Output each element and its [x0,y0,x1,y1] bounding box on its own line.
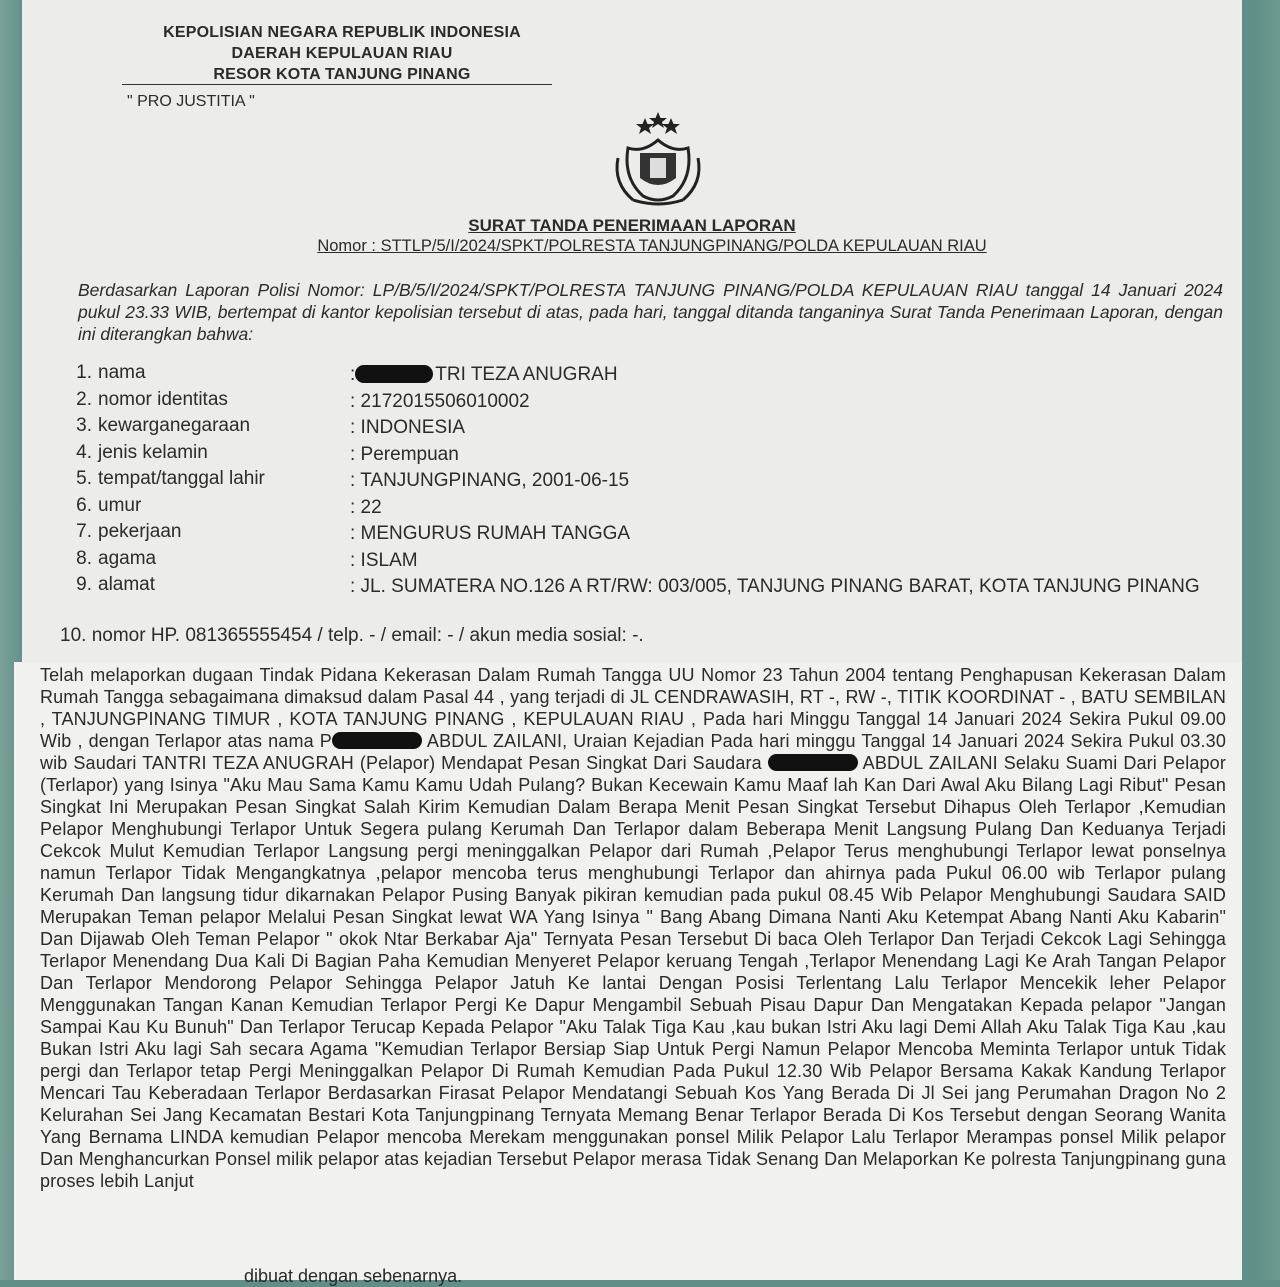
field-row [62,442,1222,469]
incident-text-part-1: Telah melaporkan dugaan Tindak Pidana Kekerasan Dalam Rumah Tangga UU Nomor 23 Tahun 2004 tentang Penghapusan Kekerasan Dalam Rumah Tangga sebagaimana dimaksud dalam Pasal 44 , yang terjadi di JL CENDRAWASIH, RT -, RW -, TITIK KOORDINAT - , BATU SEMBILAN , TANJUNGPINANG TIMUR , KOTA TANJUNG PINANG , KEPULAUAN RIAU , Pada hari Minggu Tanggal 14 Januari 2024 Sekira Pukul 09.00 Wib , dengan Terlapor atas nama P [40,665,1226,751]
document-page-bottom [14,662,1242,1286]
field-row [62,389,1222,416]
letterhead [127,22,557,85]
letterhead-line-3: RESOR KOTA TANJUNG PINANG [213,66,471,83]
document-number: Nomor : STTLP/5/I/2024/SPKT/POLRESTA TANJUNGPINANG/POLDA KEPULAUAN RIAU [317,237,987,255]
field-number: 2. [76,388,92,410]
field-value: : 2172015506010002 [350,390,530,412]
field-label: tempat/tanggal lahir [98,468,265,489]
field-label: kewarganegaraan [98,415,251,436]
incident-text-part-3: ABDUL ZAILANI Selaku Suami Dari Pelapor (Terlapor) yang Isinya "Aku Mau Sama Kamu Kamu Udah Pulang? Bukan Kecewain Kamu Maaf lah Kan Dari Awal Aku Bilang Lagi Ribut" Pesan Singkat Ini Merupakan Pesan Singkat Salah Kirim Kemudian Dalam Berapa Menit Pesan Singkat Tersebut Dihapus Oleh Terlapor ,Kemudian Pelapor Menghubungi Terlapor Untuk Segera pulang Kerumah Dan Terlapor dalam Beberapa Menit Langsung Pulang Dan Keduanya Terjadi Cekcok Mulut Kemudian Terlapor Langsung pergi meninggalkan Pelapor dari Rumah ,Pelapor Terus menghubungi Terlapor lewat ponselnya namun Terlapor Tidak Mengangkatnya ,pelapor mencoba terus menghubungi Terlapor dan ahirnya pada Pukul 06.00 wib Terlapor pulang Kerumah Dan langsung tidur dikarnakan Pelapor Pusing Banyak pikiran kemudian pada pukul 08.45 Wib Pelapor Menghubungi Saudara SAID Merupakan Teman pelapor Melalui Pesan Singkat lewat WA Yang Isinya " Bang Abang Dimana Nanti Aku Ketempat Abang Nanti Aku Kabarin" Dan Dijawab Oleh Teman Pelapor " okok Ntar Berkabar Aja" Ternyata Pesan Tersebut Di baca Oleh Terlapor Dan Terjadi Cekcok Lagi Sehingga Terlapor Menendang Dua Kali Di Bagian Paha Kemudian Menyeret Pelapor keruang Tengah ,Terlapor Menendang Lagi Ke Arah Tangan Pelapor Dan Terlapor Mendorong Pelapor Sehingga Pelapor Jatuh Ke lantai Dengan Posisi Terlentang Lalu Terlapor Mencekik leher Pelapor Menggunakan Tangan Kanan Kemudian Terlapor Pergi Ke Dapur Mengambil Sebuah Pisau Dapur Dan Mengatakan Kepada pelapor "Jangan Sampai Kau Ku Bunuh" Dan Terlapor Terucap Kepada Pelapor "Aku Talak Tiga Kau ,kau bukan Istri Aku lagi Demi Allah Aku Talak Tiga Kau ,kau Bukan Istri Aku lagi Sah secara Agama "Kemudian Terlapor Bersiap Siap Untuk Pergi Namun Pelapor Mencoba Meminta Terlapor untuk Tidak pergi dan Terlapor tetap Pergi Meninggalkan Pelapor Di Rumah Kemudian Pada Pukul 12.30 Wib Pelapor Bersama Kakak Kandung Terlapor Mencari Tau Keberadaan Terlapor Berdasarkan Firasat Pelapor Mendatangi Sebuah Kos Yang Berada Di Jl Sei jang Perumahan Dragon No 2 Kelurahan Sei Jang Kecamatan Bestari Kota Tanjungpinang Ternyata Memang Benar Terlapor Berada Di Kos Tersebut dengan Seorang Wanita Yang Bernama LINDA kemudian Pelapor mencoba Merekam menggunakan ponsel Milik Pelapor Lalu Terlapor Merampas ponsel Milik pelapor Dan Menghancurkan Ponsel milik pelapor atas kejadian Tersebut Pelapor merasa Tidak Senang Dan Melaporkan Ke polresta Tanjungpinang guna proses lebih Lanjut [40,753,1226,1191]
field-label: agama [98,547,157,569]
footer-partial-text: dibuat dengan sebenarnya. [244,1266,463,1286]
field-value: : TRI TEZA ANUGRAH [350,364,618,385]
field-number: 6. [76,494,92,516]
field-row [62,495,1222,522]
field-row [62,415,1222,442]
contact-line: 10. nomor HP. 081365555454 / telp. - / email: - / akun media sosial: -. [60,625,644,646]
redaction-mark [768,754,858,771]
field-row [62,548,1222,575]
field-number: 4. [76,441,92,463]
field-label: nama [98,362,146,383]
field-number: 7. [76,521,92,542]
intro-paragraph: Berdasarkan Laporan Polisi Nomor: LP/B/5/I/2024/SPKT/POLRESTA TANJUNG PINANG/POLDA KEPULAUAN RIAU tanggal 14 Januari 2024 pukul 23.33 WIB, bertempat di kantor kepolisian tersebut di atas, pada hari, tanggal ditanda tanganinya Surat Tanda Penerimaan Laporan, dengan ini diterangkan bahwa: [78,280,1223,344]
field-label: jenis kelamin [98,441,208,463]
redaction-mark [355,365,433,383]
field-row [62,362,1222,389]
field-number: 8. [76,547,92,569]
field-label: pekerjaan [98,521,182,542]
incident-text-part-2: ABDUL ZAILANI, Uraian Kejadian Pada hari minggu Tanggal 14 Januari 2024 Sekira Pukul 03.30 wib Saudari TANTRI TEZA ANUGRAH (Pelapor) Mendapat Pesan Singkat Dari Saudara [40,731,1226,773]
document-page-top [22,0,1242,662]
field-value-text: TRI TEZA ANUGRAH [435,364,618,385]
letterhead-line-2: DAERAH KEPULAUAN RIAU [231,45,453,62]
incident-description [40,664,1226,1192]
field-row [62,521,1222,548]
reporter-fields [62,362,1222,628]
field-value: : MENGURUS RUMAH TANGGA [350,523,631,544]
letterhead-line-1: KEPOLISIAN NEGARA REPUBLIK INDONESIA [163,24,521,41]
field-label: alamat [98,574,156,595]
field-value: : Perempuan [350,443,459,465]
field-value: : JL. SUMATERA NO.126 A RT/RW: 003/005, TANJUNG PINANG BARAT, KOTA TANJUNG PINANG [350,576,1200,597]
field-row [62,468,1222,495]
field-row [62,574,1222,628]
field-value: : TANJUNGPINANG, 2001-06-15 [350,470,630,491]
redaction-mark [332,732,422,749]
letterhead-rule [122,84,552,85]
police-emblem-icon [598,108,718,208]
field-value: : ISLAM [350,549,418,571]
field-number: 5. [76,468,92,489]
field-number: 3. [76,415,92,436]
pro-justitia: " PRO JUSTITIA " [127,93,255,110]
field-value: : 22 [350,496,382,518]
field-number: 9. [76,574,92,595]
field-label: umur [98,494,142,516]
field-number: 1. [76,362,92,383]
field-label: nomor identitas [98,388,228,410]
field-value: : INDONESIA [350,417,466,438]
document-title: SURAT TANDA PENERIMAAN LAPORAN [468,216,796,235]
